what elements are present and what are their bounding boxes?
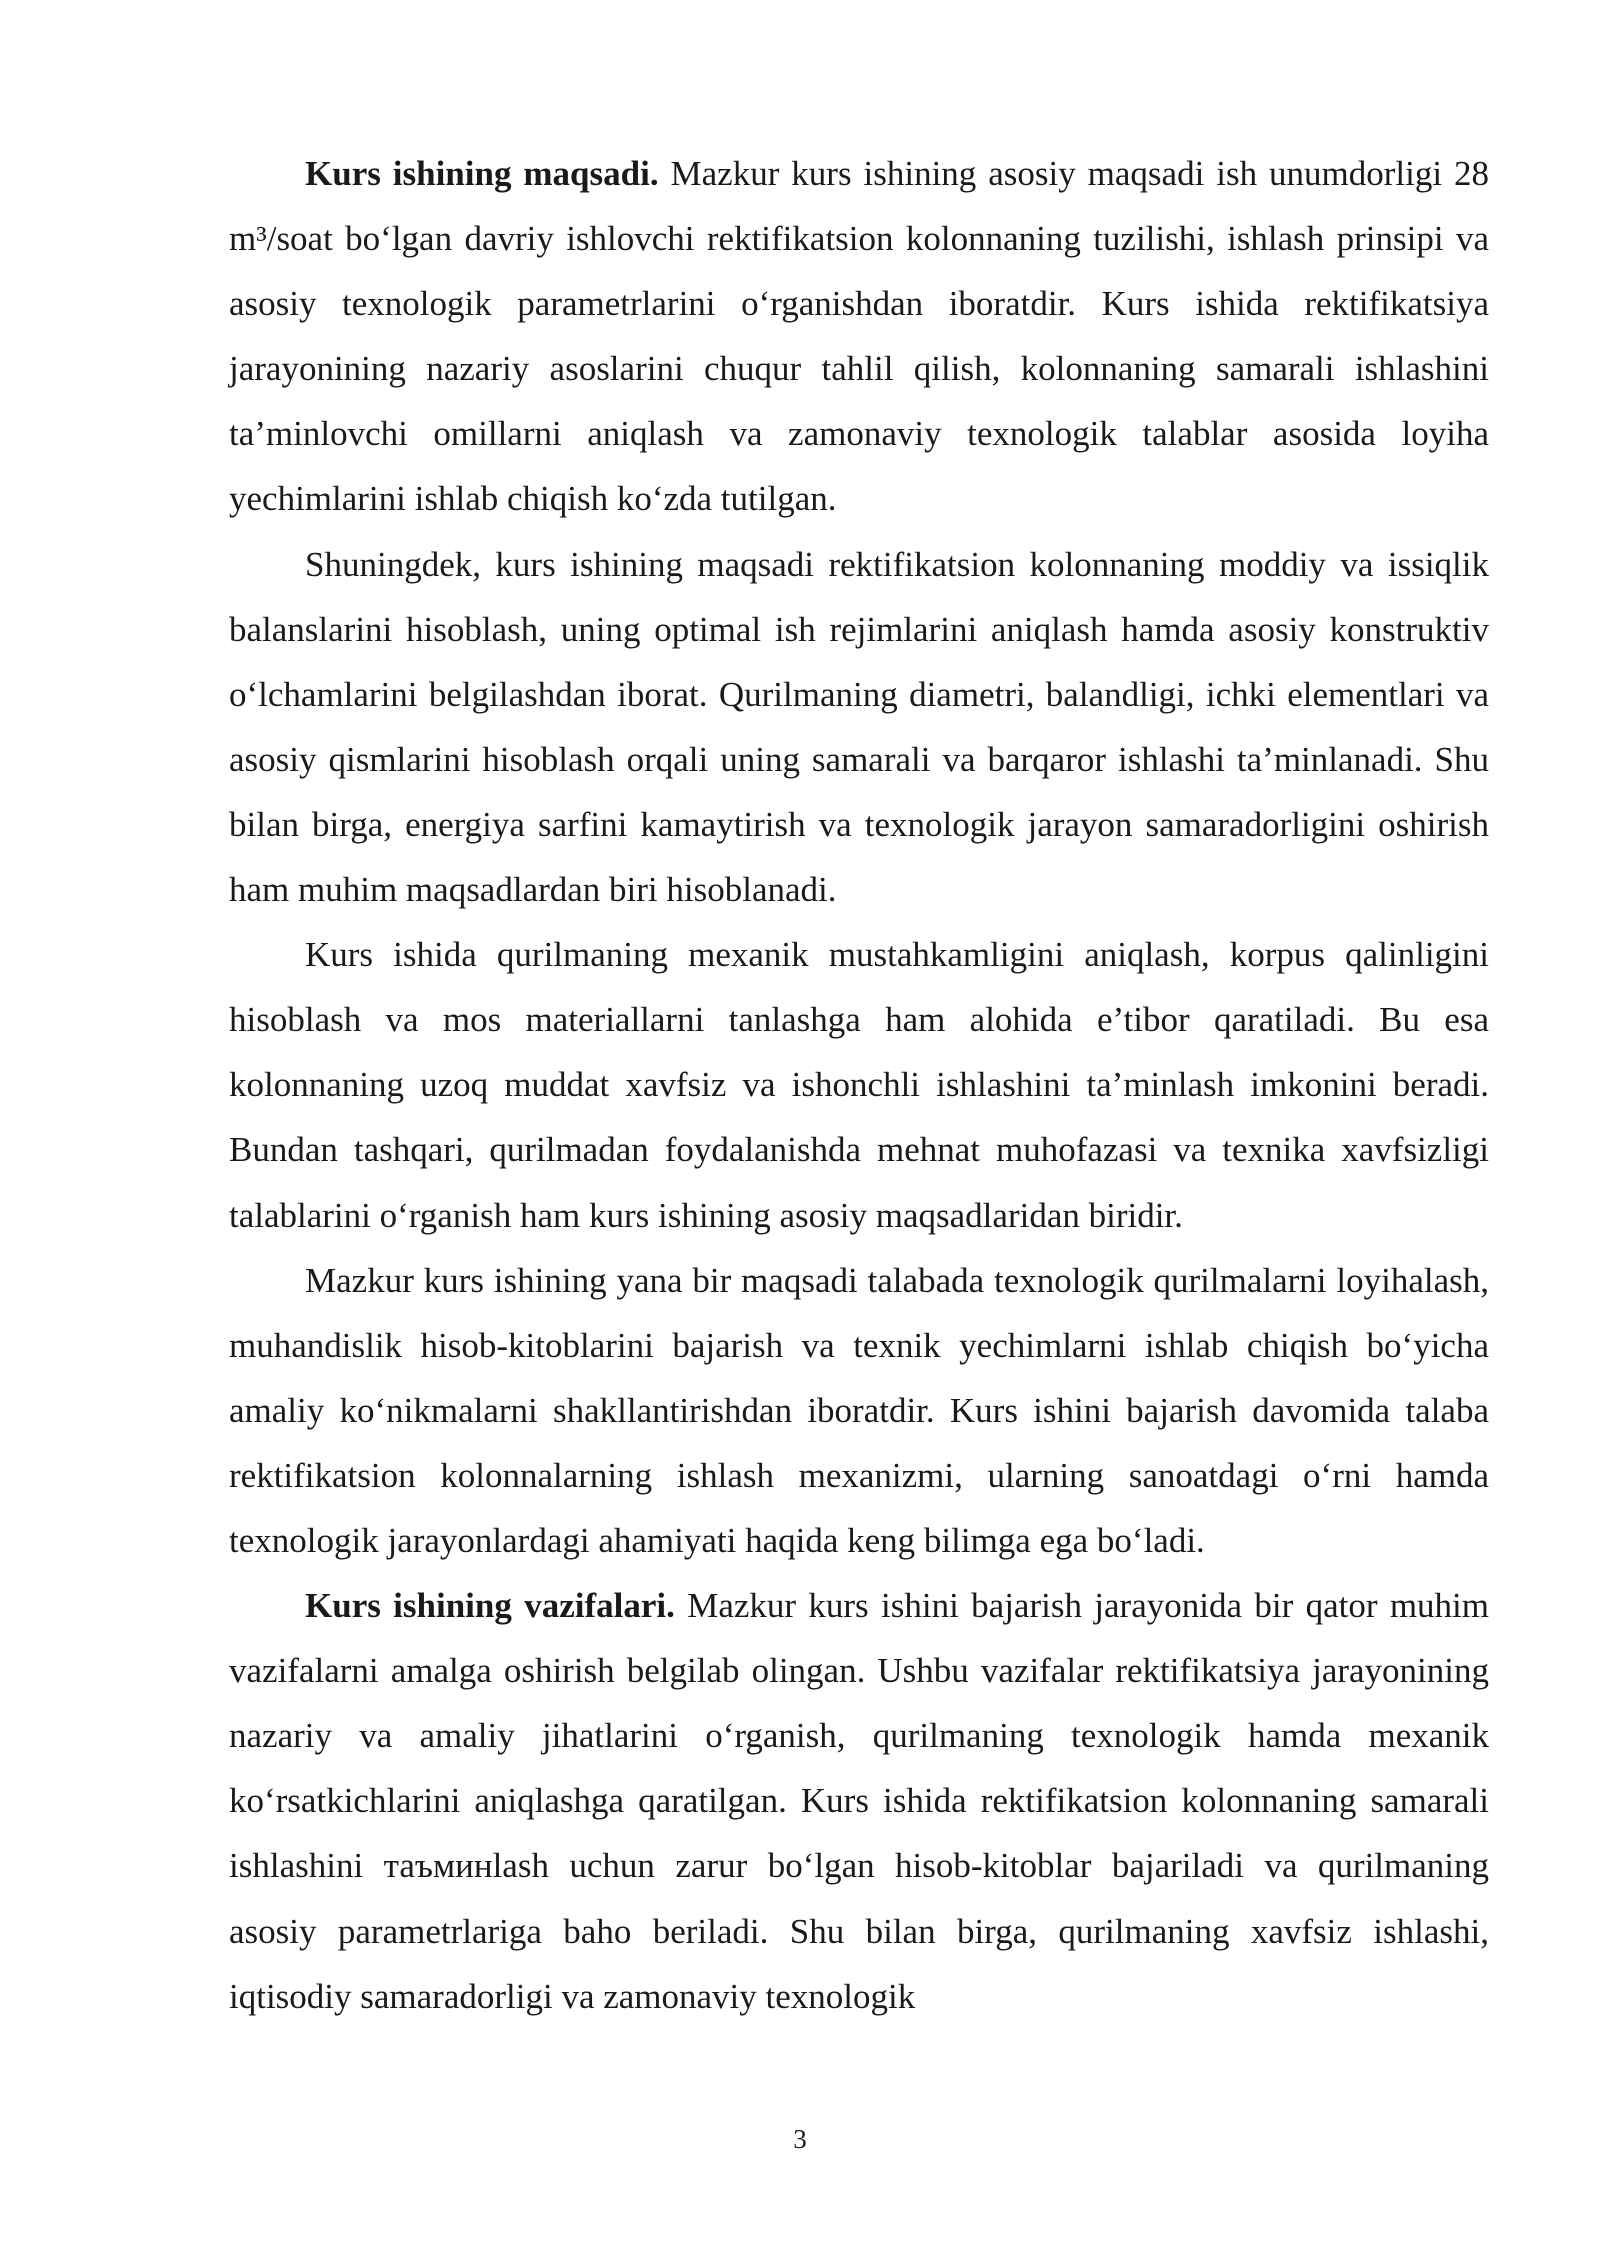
paragraph-text: Shuningdek, kurs ishining maqsadi rektifikatsion kolonnaning moddiy va issiqlik balanslarini hisoblash, uning optimal ish rejimlarini aniqlash hamda asosiy konstruktiv o‘lchamlarini belgilashdan iborat. Qurilmaning diametri, balandligi, ichki elementlari va asosiy qismlarini hisoblash orqali uning samarali va barqaror ishlashi ta’minlanadi. Shu bilan birga, energiya sarfini kamaytirish va texnologik jarayon samaradorligini oshirish ham muhim maqsadlardan biri hisoblanadi.: [229, 544, 1489, 910]
paragraph-skills: [229, 1248, 1489, 1573]
paragraph-text: Kurs ishida qurilmaning mexanik mustahkamligini aniqlash, korpus qalinligini hisoblash va mos materiallarni tanlashga ham alohida e’tibor qaratiladi. Bu esa kolonnaning uzoq muddat xavfsiz va ishonchli ishlashini ta’minlash imkonini beradi. Bundan tashqari, qurilmadan foydalanishda mehnat muhofazasi va texnika xavfsizligi talablarini o‘rganish ham kurs ishining asosiy maqsadlaridan biridir.: [229, 935, 1489, 1235]
paragraph-mechanical-strength: [229, 922, 1489, 1247]
paragraph-text: Mazkur kurs ishini bajarish jarayonida bir qator muhim vazifalarni amalga oshirish belgilab olingan. Ushbu vazifalar rektifikatsiya jarayonining nazariy va amaliy jihatlarini o‘rganish, qurilmaning texnologik hamda mexanik ko‘rsatkichlarini aniqlashga qaratilgan. Kurs ishida rektifikatsion kolonnaning samarali ishlashini таъминlash uchun zarur bo‘lgan hisob-kitoblar bajariladi va qurilmaning asosiy parametrlariga baho beriladi. Shu bilan birga, qurilmaning xavfsiz ishlashi, iqtisodiy samaradorligi va zamonaviy texnologik: [229, 1586, 1489, 2016]
paragraph-purpose: [229, 141, 1489, 532]
paragraph-tasks: [229, 1573, 1489, 2029]
paragraph-text: Mazkur kurs ishining asosiy maqsadi ish unumdorligi 28 m³/soat bo‘lgan davriy ishlovchi rektifikatsion kolonnaning tuzilishi, ishlash prinsipi va asosiy texnologik parametrlarini o‘rganishdan iboratdir. Kurs ishida rektifikatsiya jarayonining nazariy asoslarini chuqur tahlil qilish, kolonnaning samarali ishlashini ta’minlovchi omillarni aniqlash va zamonaviy texnologik talablar asosida loyiha yechimlarini ishlab chiqish ko‘zda tutilgan.: [229, 154, 1490, 519]
paragraph-balances: [229, 532, 1489, 923]
body-text: [229, 141, 1489, 2029]
paragraph-text: Mazkur kurs ishining yana bir maqsadi talabada texnologik qurilmalarni loyihalash, muhandislik hisob-kitoblarini bajarish va texnik yechimlarni ishlab chiqish bo‘yicha amaliy ko‘nikmalarni shakllantirishdan iboratdir. Kurs ishini bajarish davomida talaba rektifikatsion kolonnalarning ishlash mexanizmi, ularning sanoatdagi o‘rni hamda texnologik jarayonlardagi ahamiyati haqida keng bilimga ega bo‘ladi.: [229, 1260, 1489, 1560]
page-number: 3: [793, 2124, 807, 2154]
section-heading-purpose: Kurs ishining maqsadi.: [305, 154, 659, 193]
section-heading-tasks: Kurs ishining vazifalari.: [305, 1586, 675, 1626]
